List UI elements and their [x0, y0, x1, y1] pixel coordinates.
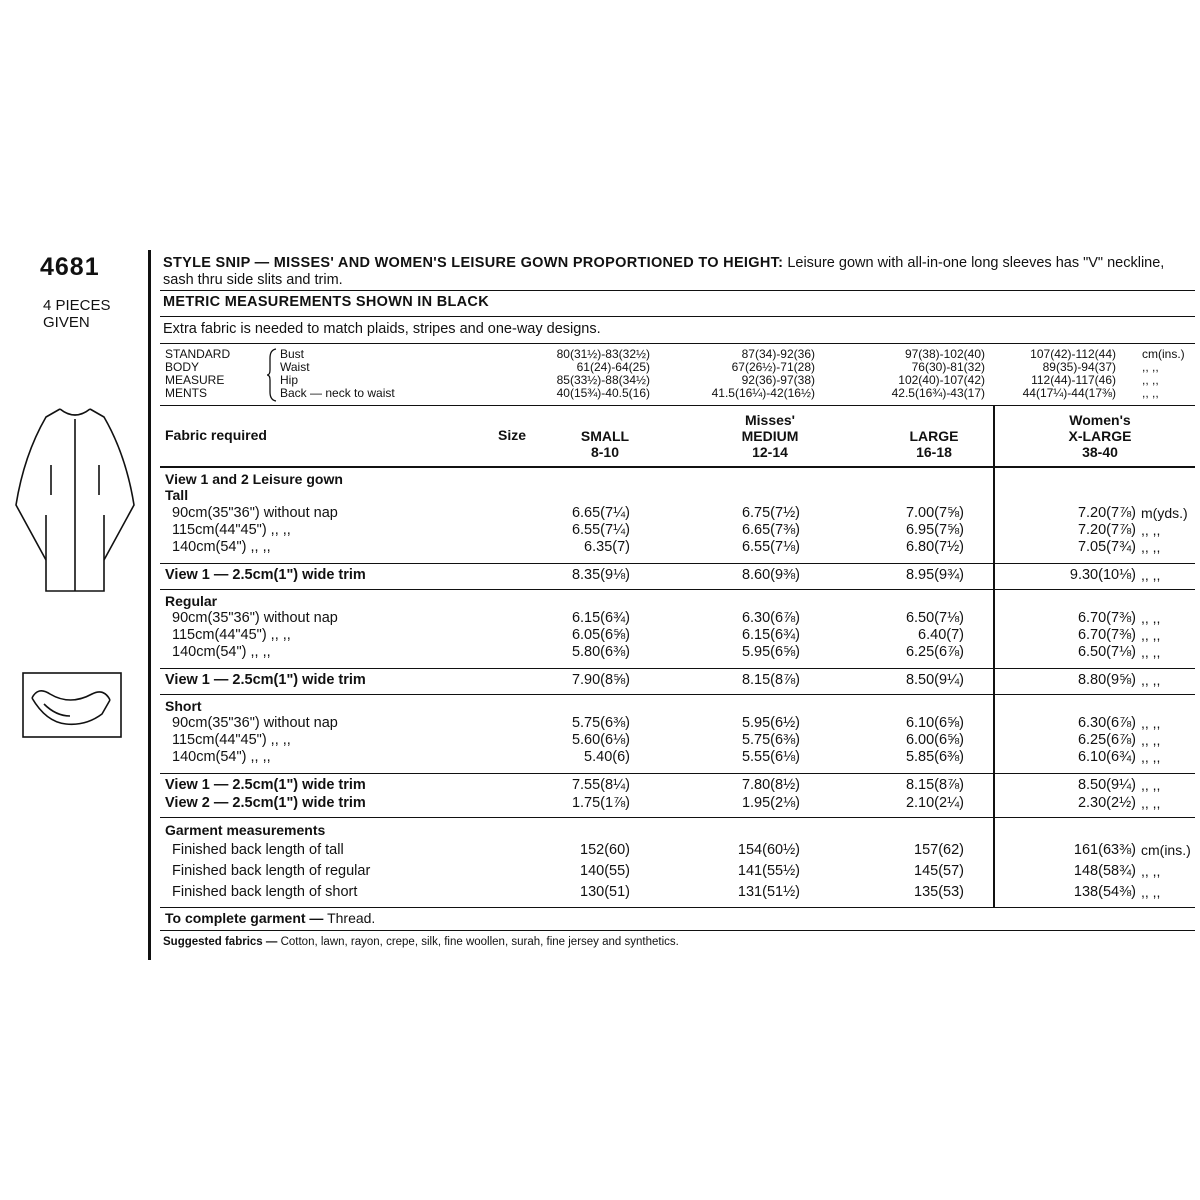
bm-value: 40(15¾)-40.5(16)	[556, 386, 650, 400]
row-unit: ,, ,,	[1141, 672, 1161, 688]
row-label: 90cm(35"36") without nap	[172, 715, 338, 731]
rule	[160, 343, 1195, 344]
left-divider	[148, 250, 151, 960]
bm-small	[557, 348, 650, 400]
row-value: 2.30(2½)	[1077, 795, 1136, 811]
bm-value: 97(38)-102(40)	[904, 347, 985, 361]
row-unit: ,, ,,	[1141, 795, 1161, 811]
row-value: 1.95(2⅛)	[741, 795, 800, 811]
row-label: Finished back length of short	[172, 884, 358, 900]
section-tall: Tall	[165, 487, 189, 503]
xlarge-column-divider	[993, 405, 995, 908]
header	[163, 255, 1193, 289]
row-label: Finished back length of regular	[172, 863, 371, 879]
unit: ,, ,,	[1142, 373, 1159, 387]
rule	[160, 930, 1195, 931]
row-value: 2.10(2¼)	[905, 795, 964, 811]
row-value: 1.75(1⅞)	[571, 795, 630, 811]
row-value: 6.05(6⅝)	[571, 627, 630, 643]
row-value: 5.40(6)	[584, 749, 630, 765]
row-value: 140(55)	[580, 863, 630, 879]
row-value: 8.15(8⅞)	[741, 672, 800, 688]
label-measure: MEASURE	[165, 373, 225, 387]
bm-units	[1142, 348, 1185, 400]
unit: cm(ins.)	[1142, 347, 1185, 361]
row-unit: ,, ,,	[1141, 715, 1161, 731]
label-body: BODY	[165, 360, 200, 374]
col-size-name: SMALL	[580, 428, 630, 444]
col-group-name: Women's	[1069, 412, 1131, 428]
pieces-given	[43, 297, 111, 331]
row-label: 140cm(54") ,, ,,	[172, 749, 271, 765]
body-measure-labels	[165, 348, 230, 400]
sublabel-hip: Hip	[280, 373, 299, 387]
row-value: 138(54⅜)	[1073, 884, 1136, 900]
row-value: 5.60(6⅛)	[571, 732, 630, 748]
suggested-label: Suggested fabrics —	[163, 936, 278, 948]
row-value: 135(53)	[914, 884, 964, 900]
row-value: 161(63⅜)	[1073, 842, 1136, 858]
row-value: 6.40(7)	[918, 627, 964, 643]
unit: ,, ,,	[1142, 386, 1159, 400]
row-value: 8.50(9¼)	[905, 672, 964, 688]
row-value: 6.70(7⅜)	[1077, 627, 1136, 643]
pattern-number: 4681	[40, 253, 100, 281]
row-value: 7.90(8⅝)	[571, 672, 630, 688]
row-value: 6.50(7⅛)	[905, 610, 964, 626]
row-value: 148(58¾)	[1073, 863, 1136, 879]
rule	[160, 694, 1195, 695]
rule	[160, 563, 1195, 564]
row-value: 7.05(7¾)	[1077, 539, 1136, 555]
row-value: 8.95(9¾)	[905, 567, 964, 583]
sublabel-back: Back — neck to waist	[280, 386, 395, 400]
col-size-range: 38-40	[1082, 444, 1118, 460]
row-value: 7.20(7⅞)	[1077, 522, 1136, 538]
rule	[160, 589, 1195, 590]
rule	[160, 405, 1195, 406]
row-value: 6.55(7¼)	[571, 522, 630, 538]
bm-value: 107(42)-112(44)	[1030, 347, 1116, 361]
row-value: 6.65(7⅜)	[741, 522, 800, 538]
bm-value: 85(33½)-88(34½)	[556, 373, 650, 387]
section-view12: View 1 and 2 Leisure gown	[165, 471, 343, 487]
body-measure-sublabels	[280, 348, 395, 400]
row-value: 5.80(6⅜)	[571, 644, 630, 660]
row-label: 115cm(44"45") ,, ,,	[172, 732, 291, 748]
row-unit: ,, ,,	[1141, 522, 1161, 538]
row-value: 7.55(8¼)	[571, 777, 630, 793]
row-label: 90cm(35"36") without nap	[172, 505, 338, 521]
label-ments: MENTS	[165, 386, 207, 400]
col-large-header	[884, 428, 984, 460]
row-value: 7.80(8½)	[741, 777, 800, 793]
rule	[160, 290, 1195, 291]
bm-value: 41.5(16¼)-42(16½)	[711, 386, 815, 400]
row-value: 8.60(9⅜)	[741, 567, 800, 583]
row-value: 6.50(7⅛)	[1077, 644, 1136, 660]
col-group-name: Misses'	[744, 412, 796, 428]
metric-note: METRIC MEASUREMENTS SHOWN IN BLACK	[163, 294, 489, 310]
rule	[160, 907, 1195, 908]
row-label: View 1 — 2.5cm(1") wide trim	[165, 567, 366, 583]
header-title: STYLE SNIP — MISSES' AND WOMEN'S LEISURE GOWN PROPORTIONED TO HEIGHT:	[163, 255, 784, 271]
bm-value: 42.5(16¾)-43(17)	[891, 386, 985, 400]
bm-value: 76(30)-81(32)	[911, 360, 985, 374]
row-unit: cm(ins.)	[1141, 842, 1191, 858]
row-label: 90cm(35"36") without nap	[172, 610, 338, 626]
row-unit: ,, ,,	[1141, 749, 1161, 765]
row-label: Finished back length of tall	[172, 842, 344, 858]
row-value: 6.10(6¾)	[1077, 749, 1136, 765]
col-size-name: LARGE	[909, 428, 959, 444]
bm-value: 89(35)-94(37)	[1042, 360, 1116, 374]
fabric-required-header: Fabric required	[165, 427, 267, 443]
col-size-range: 16-18	[916, 444, 952, 460]
section-garment: Garment measurements	[165, 822, 326, 838]
row-value: 141(55½)	[737, 863, 800, 879]
row-unit: ,, ,,	[1141, 610, 1161, 626]
gown-illustration	[10, 395, 140, 605]
row-value: 6.70(7⅜)	[1077, 610, 1136, 626]
bm-value: 61(24)-64(25)	[576, 360, 650, 374]
row-value: 6.35(7)	[584, 539, 630, 555]
complete-label: To complete garment —	[165, 910, 324, 926]
bm-value: 67(26½)-71(28)	[731, 360, 815, 374]
row-value: 6.30(6⅞)	[741, 610, 800, 626]
col-size-range: 12-14	[752, 444, 788, 460]
col-size-name: MEDIUM	[741, 428, 799, 444]
row-value: 157(62)	[914, 842, 964, 858]
row-value: 6.10(6⅝)	[905, 715, 964, 731]
row-value: 5.95(6⅝)	[741, 644, 800, 660]
row-label: 115cm(44"45") ,, ,,	[172, 522, 291, 538]
sublabel-waist: Waist	[280, 360, 310, 374]
pieces-line-1: 4 PIECES	[43, 297, 111, 314]
row-value: 6.15(6¾)	[741, 627, 800, 643]
rule	[160, 668, 1195, 669]
row-unit: ,, ,,	[1141, 863, 1161, 879]
row-value: 6.55(7⅛)	[741, 539, 800, 555]
extra-fabric-note: Extra fabric is needed to match plaids, stripes and one-way designs.	[163, 321, 601, 337]
col-size-name: X-LARGE	[1068, 428, 1132, 444]
brace-icon	[266, 348, 278, 402]
label-standard: STANDARD	[165, 347, 231, 361]
row-value: 131(51½)	[737, 884, 800, 900]
row-unit: ,, ,,	[1141, 644, 1161, 660]
row-value: 8.50(9¼)	[1077, 777, 1136, 793]
row-value: 6.80(7½)	[905, 539, 964, 555]
row-label: 115cm(44"45") ,, ,,	[172, 627, 291, 643]
row-value: 6.95(7⅝)	[905, 522, 964, 538]
col-xlarge-header	[1050, 412, 1150, 460]
row-value: 8.15(8⅞)	[905, 777, 964, 793]
bm-medium	[712, 348, 815, 400]
row-value: 9.30(10⅛)	[1069, 567, 1136, 583]
col-size-range: 8-10	[590, 444, 620, 460]
bm-value: 112(44)-117(46)	[1031, 373, 1116, 387]
row-value: 6.25(6⅞)	[905, 644, 964, 660]
section-short: Short	[165, 698, 202, 714]
collar-detail-illustration	[22, 672, 122, 738]
complete-value: Thread.	[327, 910, 376, 926]
bm-value: 44(17¼)-44(17⅜)	[1022, 386, 1116, 400]
section-regular: Regular	[165, 593, 218, 609]
row-value: 7.00(7⅝)	[905, 505, 964, 521]
col-small-header	[555, 428, 655, 460]
row-value: 6.15(6¾)	[571, 610, 630, 626]
row-value: 5.75(6⅜)	[741, 732, 800, 748]
suggested-value: Cotton, lawn, rayon, crepe, silk, fine woollen, surah, fine jersey and synthetics.	[280, 936, 679, 948]
row-value: 5.55(6⅛)	[741, 749, 800, 765]
bm-value: 80(31½)-83(32½)	[556, 347, 650, 361]
row-unit: ,, ,,	[1141, 777, 1161, 793]
row-label: View 2 — 2.5cm(1") wide trim	[165, 795, 366, 811]
row-value: 8.80(9⅝)	[1077, 672, 1136, 688]
row-value: 145(57)	[914, 863, 964, 879]
row-value: 6.75(7½)	[741, 505, 800, 521]
row-value: 6.25(6⅞)	[1077, 732, 1136, 748]
row-unit: ,, ,,	[1141, 567, 1161, 583]
bm-value: 102(40)-107(42)	[898, 373, 985, 387]
unit: ,, ,,	[1142, 360, 1159, 374]
row-value: 7.20(7⅞)	[1077, 505, 1136, 521]
row-value: 5.75(6⅜)	[571, 715, 630, 731]
row-value: 8.35(9⅛)	[571, 567, 630, 583]
bm-value: 92(36)-97(38)	[741, 373, 815, 387]
row-value: 6.00(6⅝)	[905, 732, 964, 748]
row-value: 5.85(6⅜)	[905, 749, 964, 765]
complete-garment	[165, 910, 375, 926]
row-unit: ,, ,,	[1141, 732, 1161, 748]
row-label: 140cm(54") ,, ,,	[172, 539, 271, 555]
bm-value: 87(34)-92(36)	[741, 347, 815, 361]
row-label: View 1 — 2.5cm(1") wide trim	[165, 777, 366, 793]
row-value: 5.95(6½)	[741, 715, 800, 731]
row-value: 6.30(6⅞)	[1077, 715, 1136, 731]
row-value: 152(60)	[580, 842, 630, 858]
row-unit: ,, ,,	[1141, 627, 1161, 643]
row-unit: ,, ,,	[1141, 539, 1161, 555]
rule	[160, 773, 1195, 774]
row-unit: m(yds.)	[1141, 505, 1188, 521]
rule	[160, 316, 1195, 317]
rule	[160, 466, 1195, 468]
rule	[160, 817, 1195, 818]
sublabel-bust: Bust	[280, 347, 305, 361]
col-medium-header	[720, 412, 820, 460]
row-unit: ,, ,,	[1141, 884, 1161, 900]
bm-large	[892, 348, 985, 400]
row-value: 130(51)	[580, 884, 630, 900]
row-label: View 1 — 2.5cm(1") wide trim	[165, 672, 366, 688]
row-value: 154(60½)	[737, 842, 800, 858]
pieces-line-2: GIVEN	[43, 314, 90, 331]
size-header: Size	[498, 427, 527, 443]
bm-xlarge	[1023, 348, 1116, 400]
row-label: 140cm(54") ,, ,,	[172, 644, 271, 660]
row-value: 6.65(7¼)	[571, 505, 630, 521]
header-description: Leisure gown with all-in-one long sleeves has "V" neckline, sash thru side slits and trim.	[163, 255, 1165, 288]
suggested-fabrics	[163, 936, 679, 948]
